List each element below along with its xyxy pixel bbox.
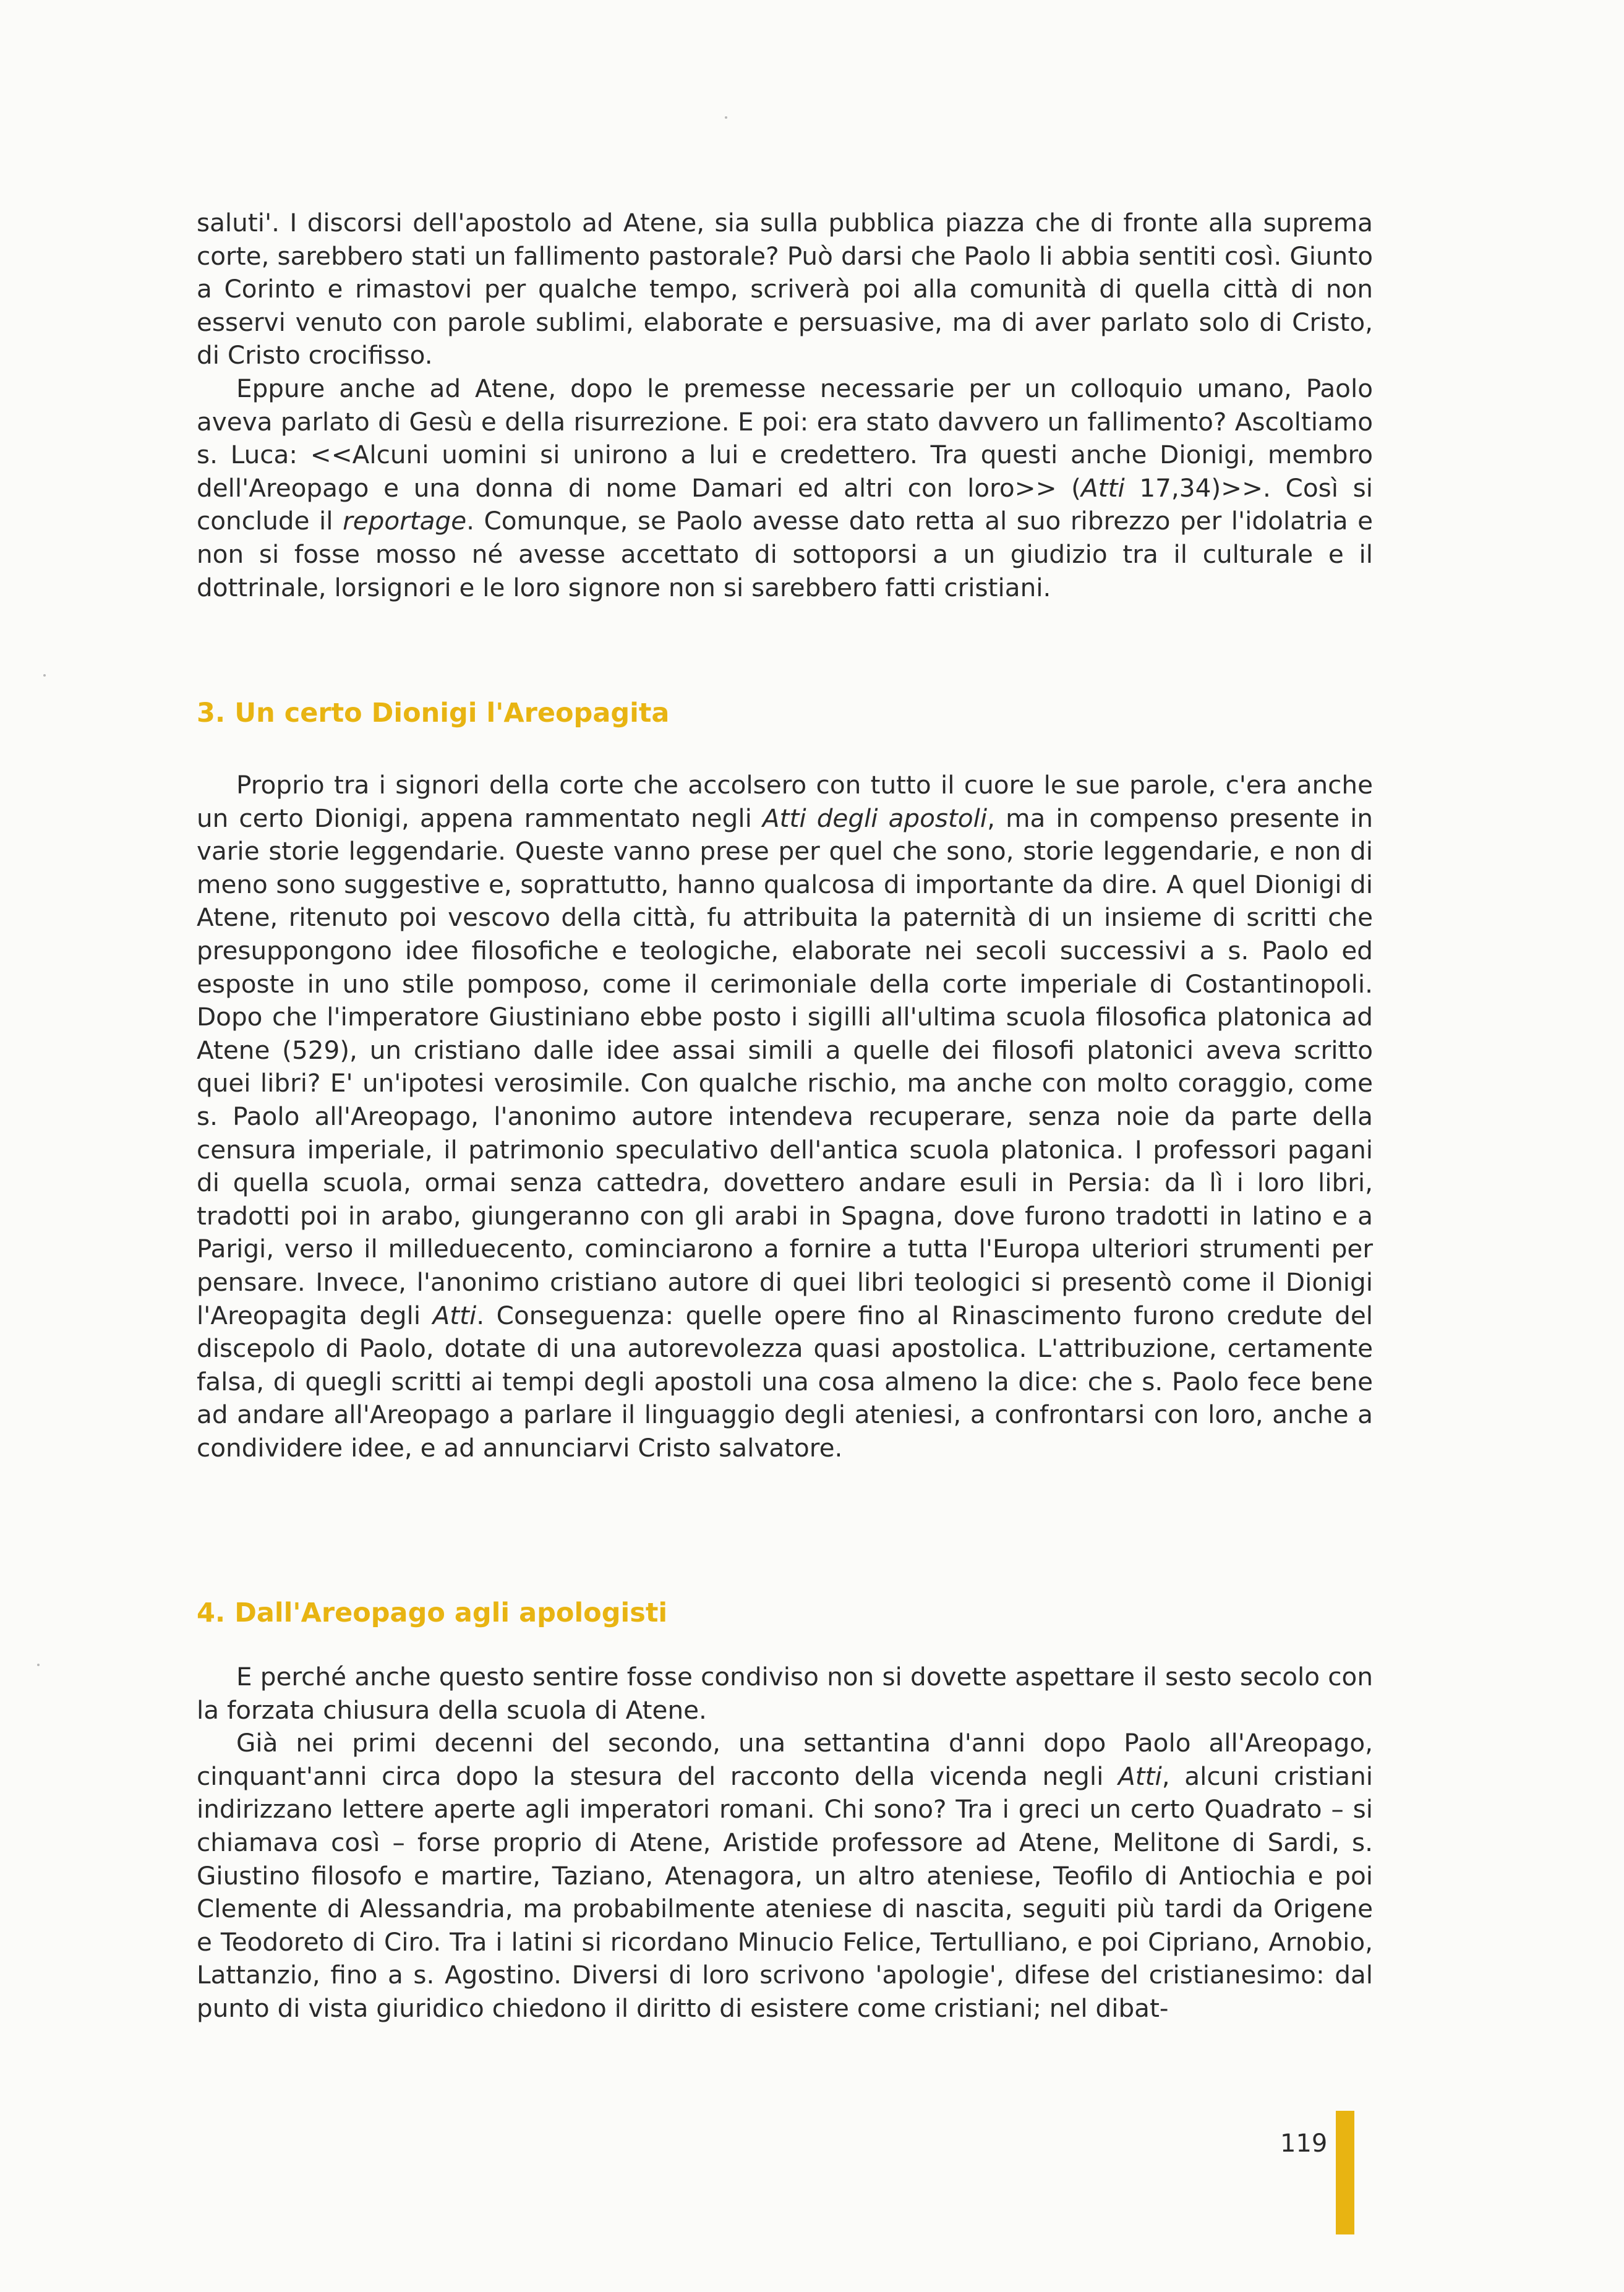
body-text-top	[197, 207, 1373, 604]
paragraph-text: saluti'. I discorsi dell'apostolo ad Atene, sia sulla pubblica piazza che di fronte alla suprema corte, sarebbero stati un fallimento pastorale? Può darsi che Paolo li abbia sentiti così. Giunto a Corinto e rimastovi per qualche tempo, scriverà poi alla comunità di quella città di non esservi venuto con parole sublimi, elaborate e persuasive, ma di aver parlato solo di Cristo, di Cristo crocifisso.	[197, 208, 1373, 370]
paragraph-text: E perché anche questo sentire fosse condiviso non si dovette aspettare il sesto secolo con la forzata chiusura della scuola di Atene.	[197, 1662, 1373, 1725]
paper-speck	[37, 1664, 40, 1666]
paragraph	[197, 207, 1373, 372]
paragraph	[197, 372, 1373, 604]
italic-citation: Atti	[1081, 473, 1125, 503]
paragraph-text: 17,34)>>. Così si conclude il	[197, 473, 1373, 536]
paragraph-text: Già nei primi decenni del secondo, una settantina d'anni dopo Paolo all'Areopago, cinquant'anni circa dopo la stesura del racconto della vicenda negli	[197, 1728, 1373, 1791]
paragraph-text: Eppure anche ad Atene, dopo le premesse necessarie per un colloquio umano, Paolo aveva parlato di Gesù e della risurrezione. E poi: era stato davvero un fallimento? Ascoltiamo s. Luca: <<Alcuni uomini si unirono a lui e credettero. Tra questi anche Dionigi, membro dell'Areopago e una donna di nome Damari ed altri con loro>> (	[197, 373, 1373, 503]
italic-citation: Atti degli apostoli	[762, 803, 988, 833]
italic-citation: Atti	[1118, 1761, 1162, 1791]
paragraph-text: Proprio tra i signori della corte che accolsero con tutto il cuore le sue parole, c'era anche un certo Dionigi, appena rammentato negli	[197, 770, 1373, 833]
paper-speck	[725, 116, 727, 119]
paragraph	[197, 1661, 1373, 1727]
paper-speck	[43, 674, 46, 677]
paragraph	[197, 1727, 1373, 2025]
paragraph-text: , ma in compenso presente in varie storie leggendarie. Queste vanno prese per quel che sono, storie leggendarie, e non di meno sono suggestive e, soprattutto, hanno qualcosa di importante da dire. A quel Dionigi di Atene, ritenuto poi vescovo della città, fu attribuita la paternità di un insieme di scritti che presuppongono idee filosofiche e teologiche, elaborate nei secoli successivi a s. Paolo ed esposte in uno stile pomposo, come il cerimoniale della corte imperiale di Costantinopoli. Dopo che l'imperatore Giustiniano ebbe posto i sigilli all'ultima scuola filosofica platonica ad Atene (529), un cristiano dalle idee assai simili a quelle dei filosofi platonici aveva scritto quei libri? E' un'ipotesi verosimile. Con qualche rischio, ma anche con molto coraggio, come s. Paolo all'Areopago, l'anonimo autore intendeva recuperare, senza noie da parte della censura imperiale, il patrimonio speculativo dell'antica scuola platonica. I professori pagani di quella scuola, ormai senza cattedra, dovettero andare esuli in Persia: da lì i loro libri, tradotti poi in arabo, giungeranno con gli arabi in Spagna, dove furono tradotti in latino e a Parigi, verso il milleduecento, cominciarono a fornire a tutta l'Europa ulteriori strumenti per pensare. Invece, l'anonimo cristiano autore di quei libri teologici si presentò come il Dionigi l'Areopagita degli	[197, 803, 1373, 1330]
page-edge-tab	[1336, 2111, 1354, 2234]
paragraph-text: . Conseguenza: quelle opere fino al Rinascimento furono credute del discepolo di Paolo, dotate di una autorevolezza quasi apostolica. L'attribuzione, certamente falsa, di quegli scritti ai tempi degli apostoli una cosa almeno la dice: che s. Paolo fece bene ad andare all'Areopago a parlare il linguaggio degli ateniesi, a confrontarsi con loro, anche a condividere idee, e ad annunciarvi Cristo salvatore.	[197, 1300, 1374, 1463]
italic-term: reportage	[343, 506, 467, 536]
section-heading-3: 3. Un certo Dionigi l'Areopagita	[197, 698, 670, 729]
paragraph-text: , alcuni cristiani indirizzano lettere aperte agli imperatori romani. Chi sono? Tra i greci un certo Quadrato – si chiamava così – forse proprio di Atene, Aristide professore ad Atene, Melitone di Sardi, s. Giustino filosofo e martire, Taziano, Atenagora, un altro ateniese, Teofilo di Antiochia e poi Clemente di Alessandria, ma probabilmente ateniese di nascita, seguiti più tardi da Origene e Teodoreto di Ciro. Tra i latini si ricordano Minucio Felice, Tertulliano, e poi Cipriano, Arnobio, Lattanzio, fino a s. Agostino. Diversi di loro scrivono 'apologie', difese del cristianesimo: dal punto di vista giuridico chiedono il diritto di esistere come cristiani; nel dibat-	[197, 1761, 1373, 2023]
section-heading-4: 4. Dall'Areopago agli apologisti	[197, 1597, 668, 1628]
body-text-section-3	[197, 769, 1373, 1465]
paragraph	[197, 769, 1373, 1465]
body-text-section-4	[197, 1661, 1373, 2025]
page-number: 119	[1280, 2129, 1328, 2158]
paragraph-text: . Comunque, se Paolo avesse dato retta al suo ribrezzo per l'idolatria e non si fosse mosso né avesse accettato di sottoporsi a un giudizio tra il culturale e il dottrinale, lorsignori e le loro signore non si sarebbero fatti cristiani.	[197, 506, 1374, 602]
italic-citation: Atti	[432, 1300, 477, 1330]
